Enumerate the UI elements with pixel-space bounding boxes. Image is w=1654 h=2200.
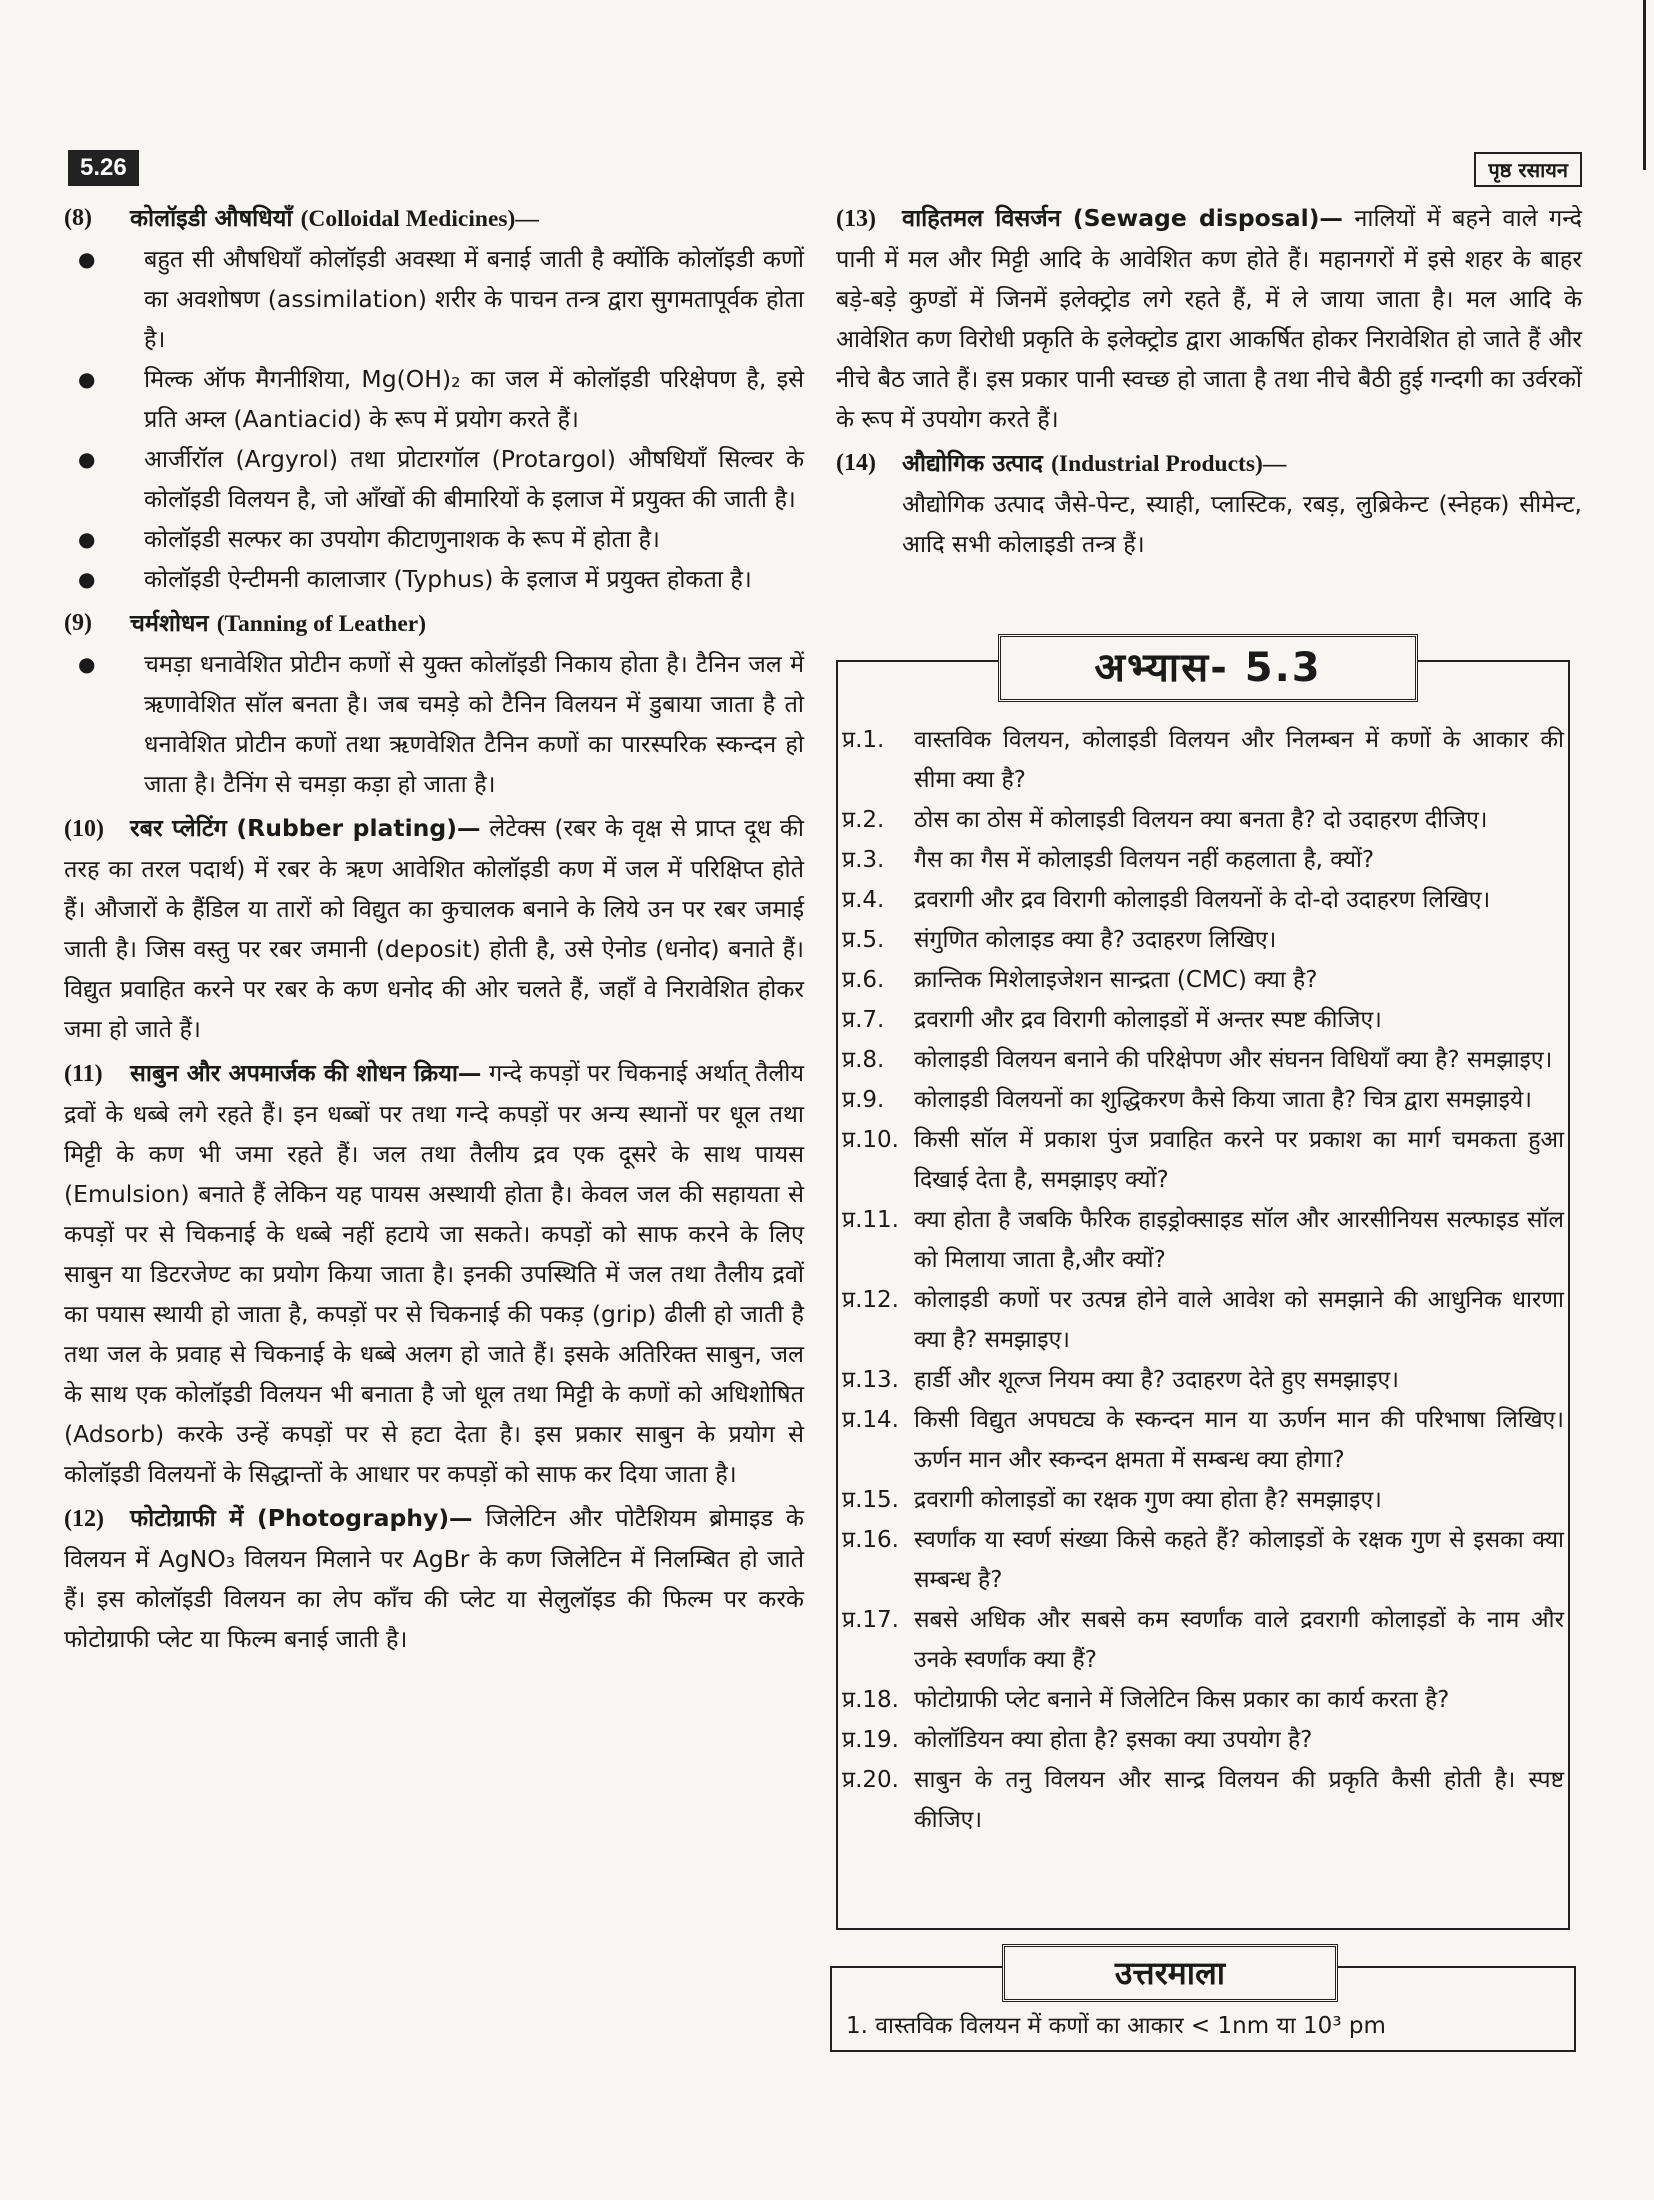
question-text: गैस का गैस में कोलाइडी विलयन नहीं कहलाता है, क्यों? <box>914 847 1375 873</box>
question-item <box>842 1360 1564 1400</box>
question-number: प्र.3. <box>842 847 885 873</box>
section-title: रबर प्लेटिंग (Rubber plating)— <box>130 814 481 842</box>
page-edge-rule <box>1643 0 1646 170</box>
question-item <box>842 840 1564 880</box>
bullet-icon: ● <box>78 567 96 591</box>
question-list <box>842 720 1564 1840</box>
running-head: पृष्ठ रसायन <box>1474 152 1582 187</box>
section-title: साबुन और अपमार्जक की शोधन क्रिया— <box>130 1059 482 1087</box>
question-text: कोलाइडी विलयन बनाने की परिक्षेपण और संघनन विधियाँ क्या है? समझाइए। <box>914 1047 1553 1073</box>
section-title <box>130 603 804 644</box>
section-number: (12) <box>64 1506 104 1532</box>
question-number: प्र.5. <box>842 927 885 953</box>
bullet-item <box>64 644 804 804</box>
question-text: हार्डी और शूल्ज नियम क्या है? उदाहरण देते हुए समझाइए। <box>914 1367 1399 1393</box>
question-text: कोलाइडी कणों पर उत्पन्न होने वाले आवेश को समझाने की आधुनिक धारणा क्या है? समझाइए। <box>914 1287 1564 1353</box>
question-item <box>842 1720 1564 1760</box>
question-item <box>842 800 1564 840</box>
bullet-icon: ● <box>78 247 96 271</box>
question-item <box>842 1120 1564 1200</box>
section-8-heading <box>64 198 804 239</box>
bullet-item <box>64 359 804 439</box>
section-title-english: (Industrial Products)— <box>1051 451 1287 477</box>
question-number: प्र.14. <box>842 1407 899 1433</box>
section-8 <box>64 198 804 599</box>
section-12 <box>64 1498 804 1659</box>
section-title <box>130 198 804 239</box>
answer-title: उत्तरमाला <box>1002 1944 1338 2002</box>
question-text: किसी विद्युत अपघट्य के स्कन्दन मान या ऊर्णन मान की परिभाषा लिखिए। ऊर्णन मान और स्कन्दन क्षमता में सम्बन्ध क्या होगा? <box>914 1407 1564 1473</box>
bullet-item <box>64 239 804 359</box>
section-number: (13) <box>836 206 876 232</box>
section-text: औद्योगिक उत्पाद जैसे-पेन्ट, स्याही, प्लास्टिक, रबड़, लुब्रिकेन्ट (स्नेहक) सीमेन्ट, आदि सभी कोलाइडी तन्त्र हैं। <box>902 490 1582 558</box>
bullet-icon: ● <box>78 367 96 391</box>
question-item <box>842 1280 1564 1360</box>
section-text: लेटेक्स (रबर के वृक्ष से प्राप्त दूध की तरह का तरल पदार्थ) में रबर के ऋण आवेशित कोलॉइडी कण में जल में परिक्षिप्त होते हैं। औजारों के हैंडिल या तारों को विद्युत का कुचालक बनाने के लिये उन पर रबर जमाई जाती है। जिस वस्तु पर रबर जमानी (deposit) होती है, उसे ऐनोड (धनोद) बनाते हैं। विद्युत प्रवाहित करने पर रबर के कण धनोद की ओर चलते हैं, जहाँ वे निरावेशित होकर जमा हो जाते हैं। <box>64 814 804 1043</box>
question-number: प्र.9. <box>842 1087 885 1113</box>
answer-box <box>830 1954 1576 2052</box>
question-text: द्रवरागी और द्रव विरागी कोलाइडों में अन्तर स्पष्ट कीजिए। <box>914 1007 1382 1033</box>
right-column <box>836 198 1582 568</box>
question-number: प्र.2. <box>842 807 885 833</box>
question-item <box>842 1000 1564 1040</box>
question-number: प्र.17. <box>842 1607 899 1633</box>
bullet-text: चमड़ा धनावेशित प्रोटीन कणों से युक्त कोलॉइडी निकाय होता है। टैनिन जल में ऋणावेशित सॉल बनता है। जब चमड़े को टैनिन विलयन में डुबाया जाता है तो धनावेशित प्रोटीन कणों तथा ऋणवेशित टैनिन कणों का पारस्परिक स्कन्दन हो जाता है। टैनिंग से चमड़ा कड़ा हो जाता है। <box>144 650 804 798</box>
question-number: प्र.19. <box>842 1727 899 1753</box>
section-14 <box>836 443 1582 564</box>
exercise-box <box>836 645 1570 1930</box>
section-number: (8) <box>64 205 92 231</box>
section-9-heading <box>64 603 804 644</box>
answer-item: 1. वास्तविक विलयन में कणों का आकार < 1nm या 10³ pm <box>846 2013 1386 2039</box>
question-number: प्र.1. <box>842 727 885 753</box>
bullet-text: कोलॉइडी सल्फर का उपयोग कीटाणुनाशक के रूप में होता है। <box>144 525 660 553</box>
section-10-paragraph <box>64 808 804 1049</box>
question-item <box>842 720 1564 800</box>
question-item <box>842 880 1564 920</box>
bullet-item <box>64 519 804 559</box>
question-number: प्र.16. <box>842 1527 899 1553</box>
question-item <box>842 1600 1564 1680</box>
question-text: स्वर्णांक या स्वर्ण संख्या किसे कहते हैं? कोलाइडों के रक्षक गुण से इसका क्या सम्बन्ध है? <box>914 1527 1564 1593</box>
section-title: वाहितमल विसर्जन (Sewage disposal)— <box>902 204 1343 232</box>
question-text: द्रवरागी और द्रव विरागी कोलाइडी विलयनों के दो-दो उदाहरण लिखिए। <box>914 887 1491 913</box>
section-title-english: (Tanning of Leather) <box>216 611 427 637</box>
question-number: प्र.13. <box>842 1367 899 1393</box>
question-number: प्र.4. <box>842 887 885 913</box>
section-11-paragraph <box>64 1053 804 1494</box>
question-number: प्र.18. <box>842 1687 899 1713</box>
section-13 <box>836 198 1582 439</box>
section-13-paragraph <box>836 198 1582 439</box>
section-title-hindi: चर्मशोधन <box>130 609 217 637</box>
question-number: प्र.20. <box>842 1767 899 1793</box>
question-text: वास्तविक विलयन, कोलाइडी विलयन और निलम्बन में कणों के आकार की सीमा क्या है? <box>914 727 1564 793</box>
question-text: क्रान्तिक मिशेलाइजेशन सान्द्रता (CMC) क्या है? <box>914 967 1318 993</box>
question-item <box>842 1080 1564 1120</box>
section-text: जिलेटिन और पोटैशियम ब्रोमाइड के विलयन में AgNO₃ विलयन मिलाने पर AgBr के कण जिलेटिन में निलम्बित हो जाते हैं। इस कोलॉइडी विलयन का लेप काँच की प्लेट या सेलुलॉइड की फिल्म पर करके फोटोग्राफी प्लेट या फिल्म बनाई जाती है। <box>64 1504 804 1653</box>
page-number: 5.26 <box>68 150 139 186</box>
bullet-item <box>64 559 804 599</box>
question-text: संगुणित कोलाइड क्या है? उदाहरण लिखिए। <box>914 927 1277 953</box>
question-number: प्र.10. <box>842 1127 899 1153</box>
question-number: प्र.12. <box>842 1287 899 1313</box>
question-item <box>842 960 1564 1000</box>
section-number: (9) <box>64 610 92 636</box>
section-number: (10) <box>64 816 104 842</box>
question-text: साबुन के तनु विलयन और सान्द्र विलयन की प्रकृति कैसी होती है। स्पष्ट कीजिए। <box>914 1767 1564 1833</box>
question-item <box>842 1480 1564 1520</box>
question-text: कोलॉडियन क्या होता है? इसका क्या उपयोग है? <box>914 1727 1313 1753</box>
bullet-icon: ● <box>78 447 96 471</box>
question-item <box>842 1520 1564 1600</box>
question-text: क्या होता है जबकि फैरिक हाइड्रोक्साइड सॉल और आरसीनियस सल्फाइड सॉल को मिलाया जाता है,और क्यों? <box>914 1207 1564 1273</box>
section-number: (14) <box>836 450 876 476</box>
question-text: ठोस का ठोस में कोलाइडी विलयन क्या बनता है? दो उदाहरण दीजिए। <box>914 807 1488 833</box>
bullet-icon: ● <box>78 652 96 676</box>
section-text: गन्दे कपड़ों पर चिकनाई अर्थात् तैलीय द्रवों के धब्बे लगे रहते हैं। इन धब्बों पर तथा गन्दे कपड़ों पर अन्य स्थानों पर धूल तथा मिट्टी के कण भी जमा रहते हैं। जल तथा तैलीय द्रव एक दूसरे के साथ पायस (Emulsion) बनाते हैं लेकिन यह पायस अस्थायी होता है। केवल जल की सहायता से कपड़ों पर से चिकनाई के धब्बे नहीं हटाये जा सकते। कपड़ों को साफ करने के लिए साबुन या डिटरजेण्ट का प्रयोग किया जाता है। इनकी उपस्थिति में जल तथा तैलीय द्रवों का पयास स्थायी हो जाता है, कपड़ों पर से चिकनाई की पकड़ (grip) ढीली हो जाती है तथा जल के प्रवाह से चिकनाई के धब्बे अलग हो जाते हैं। इसके अतिरिक्त साबुन, जल के साथ एक कोलॉइडी विलयन भी बनाता है जो धूल तथा मिट्टी के कणों को अधिशोषित (Adsorb) करके उन्हें कपड़ों पर से हटा देता है। इस प्रकार साबुन के प्रयोग से कोलॉइडी विलयनों के सिद्धान्तों के आधार पर कपड़ों को साफ कर दिया जाता है। <box>64 1059 804 1488</box>
question-number: प्र.6. <box>842 967 885 993</box>
section-9 <box>64 603 804 804</box>
bullet-icon: ● <box>78 527 96 551</box>
question-item <box>842 920 1564 960</box>
question-item <box>842 1680 1564 1720</box>
question-number: प्र.7. <box>842 1007 885 1033</box>
question-text: कोलाइडी विलयनों का शुद्धिकरण कैसे किया जाता है? चित्र द्वारा समझाइये। <box>914 1087 1532 1113</box>
question-item <box>842 1200 1564 1280</box>
section-number: (11) <box>64 1061 103 1087</box>
question-text: द्रवरागी कोलाइडों का रक्षक गुण क्या होता है? समझाइए। <box>914 1487 1382 1513</box>
question-text: किसी सॉल में प्रकाश पुंज प्रवाहित करने पर प्रकाश का मार्ग चमकता हुआ दिखाई देता है, समझाइए क्यों? <box>914 1127 1564 1193</box>
bullet-text: मिल्क ऑफ मैगनीशिया, Mg(OH)₂ का जल में कोलॉइडी परिक्षेपण है, इसे प्रति अम्ल (Aantiacid) के रूप में प्रयोग करते हैं। <box>144 365 804 433</box>
bullet-text: कोलॉइडी ऐन्टीमनी कालाजार (Typhus) के इलाज में प्रयुक्त होकता है। <box>144 565 752 593</box>
section-11 <box>64 1053 804 1494</box>
question-text: सबसे अधिक और सबसे कम स्वर्णांक वाले द्रवरागी कोलाइडों के नाम और उनके स्वर्णांक क्या हैं? <box>914 1607 1564 1673</box>
section-14-heading <box>836 443 1582 484</box>
bullet-text: आर्जीरॉल (Argyrol) तथा प्रोटारगॉल (Protargol) औषधियाँ सिल्वर के कोलॉइडी विलयन है, जो आँखों की बीमारियों के इलाज में प्रयुक्त की जाती है। <box>144 445 804 513</box>
question-number: प्र.8. <box>842 1047 885 1073</box>
question-number: प्र.15. <box>842 1487 899 1513</box>
section-text: नालियों में बहने वाले गन्दे पानी में मल और मिट्टी आदि के आवेशित कण होते हैं। महानगरों में इसे शहर के बाहर बड़े-बड़े कुण्डों में जिनमें इलेक्ट्रोड लगे रहते हैं, में ले जाया जाता है। मल आदि के आवेशित कण विरोधी प्रकृति के इलेक्ट्रोड द्वारा आकर्षित होकर निरावेशित हो जाते हैं और नीचे बैठ जाते हैं। इस प्रकार पानी स्वच्छ हो जाता है तथा नीचे बैठी हुई गन्दगी का उर्वरकों के रूप में उपयोग करते हैं। <box>836 204 1582 433</box>
bullet-text: बहुत सी औषधियाँ कोलॉइडी अवस्था में बनाई जाती है क्योंकि कोलॉइडी कणों का अवशोषण (assimilation) शरीर के पाचन तन्त्र द्वारा सुगमतापूर्वक होता है। <box>144 245 804 353</box>
question-number: प्र.11. <box>842 1207 899 1233</box>
bullet-item <box>64 439 804 519</box>
question-item <box>842 1400 1564 1480</box>
question-item <box>842 1760 1564 1840</box>
section-12-paragraph <box>64 1498 804 1659</box>
question-text: फोटोग्राफी प्लेट बनाने में जिलेटिन किस प्रकार का कार्य करता है? <box>914 1687 1450 1713</box>
left-column <box>64 198 804 1663</box>
exercise-title: अभ्यास- 5.3 <box>998 634 1418 702</box>
section-title-hindi: कोलॉइडी औषधियाँ <box>130 204 301 232</box>
section-title: फोटोग्राफी में (Photography)— <box>130 1504 473 1532</box>
question-item <box>842 1040 1564 1080</box>
section-title-hindi: औद्योगिक उत्पाद <box>902 449 1052 477</box>
section-title <box>902 443 1582 484</box>
section-title-english: (Colloidal Medicines)— <box>300 206 539 232</box>
section-10 <box>64 808 804 1049</box>
